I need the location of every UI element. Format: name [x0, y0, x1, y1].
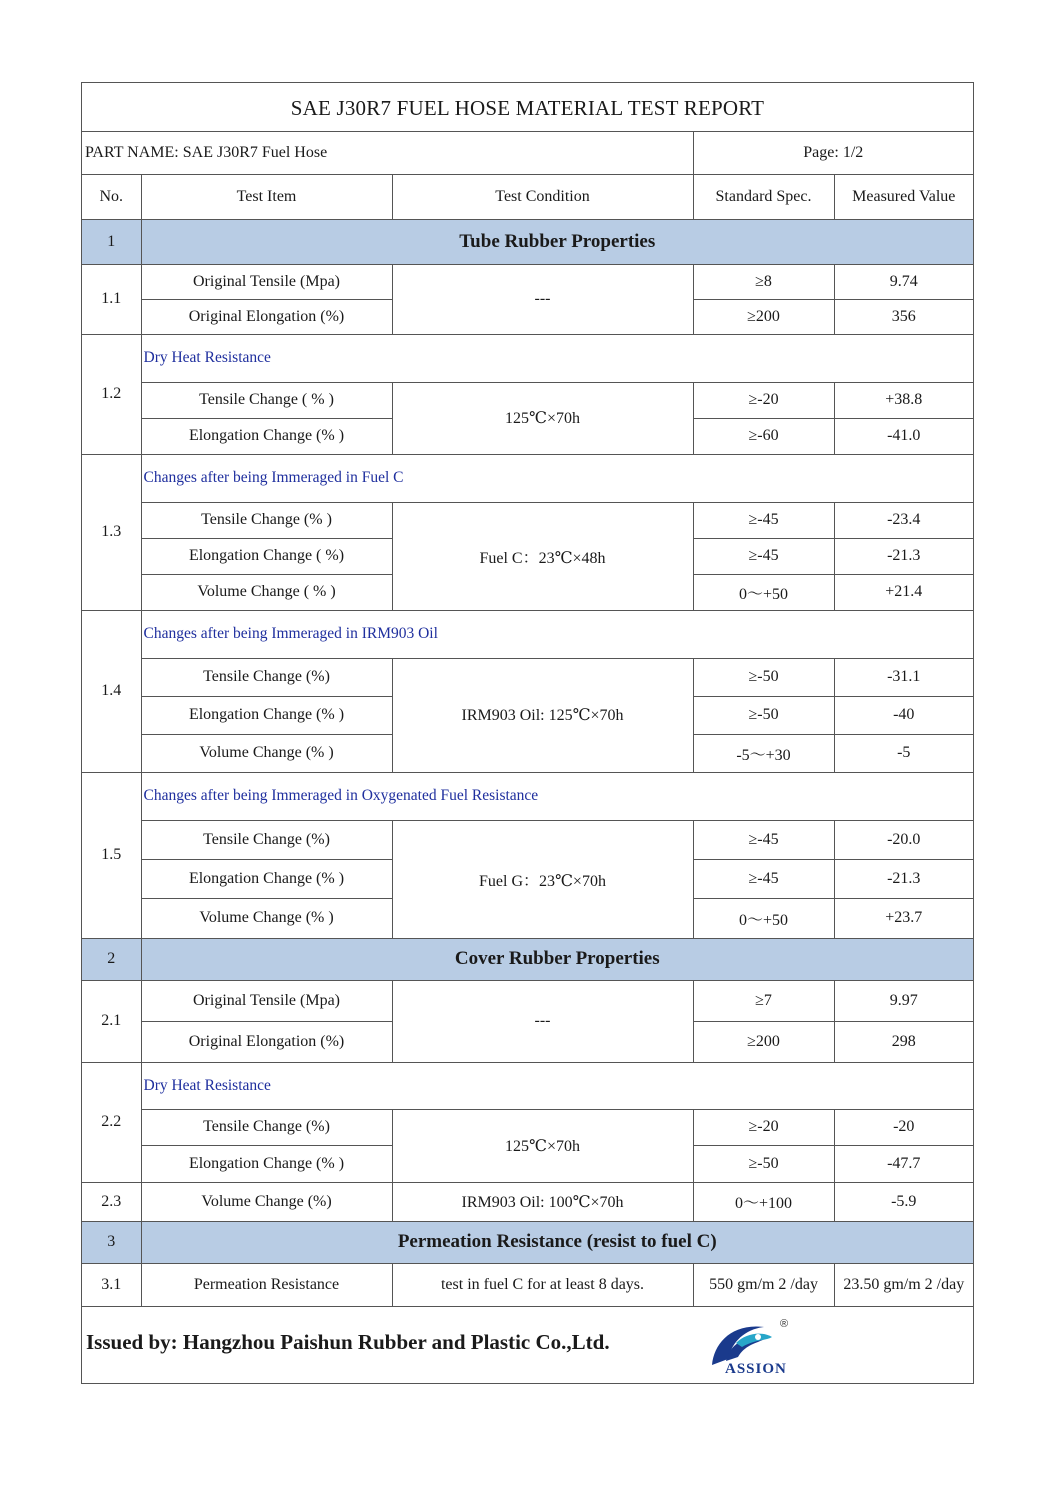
measured-value: -20.0	[834, 820, 973, 859]
table-row	[82, 1182, 973, 1221]
test-condition: ---	[392, 980, 693, 1062]
standard-spec: 550 gm/m 2 /day	[693, 1263, 834, 1306]
test-item: Tensile Change (%)	[141, 1109, 392, 1145]
section-title: Cover Rubber Properties	[141, 938, 973, 980]
measured-value: +21.4	[834, 574, 973, 610]
test-condition: Fuel G：23℃×70h	[392, 820, 693, 938]
section-no: 2	[82, 938, 141, 980]
header-standard-spec: Standard Spec.	[693, 174, 834, 219]
measured-value: -40	[834, 696, 973, 734]
group-title: Changes after being Immeraged in Fuel C	[141, 454, 973, 502]
report-title: SAE J30R7 FUEL HOSE MATERIAL TEST REPORT	[82, 83, 973, 132]
group-title-row	[82, 772, 973, 820]
standard-spec: ≥-45	[693, 502, 834, 538]
test-item: Volume Change (% )	[141, 734, 392, 772]
test-item: Elongation Change (% )	[141, 696, 392, 734]
test-table	[82, 132, 973, 1307]
test-item: Permeation Resistance	[141, 1263, 392, 1306]
group-title: Changes after being Immeraged in IRM903 Oil	[141, 610, 973, 658]
measured-value: -5.9	[834, 1182, 973, 1221]
test-condition: Fuel C：23℃×48h	[392, 502, 693, 610]
group-no: 2.1	[82, 980, 141, 1062]
section-row	[82, 219, 973, 264]
section-title: Permeation Resistance (resist to fuel C)	[141, 1221, 973, 1263]
measured-value: -23.4	[834, 502, 973, 538]
measured-value: +38.8	[834, 382, 973, 418]
test-item: Elongation Change (% )	[141, 418, 392, 454]
test-item: Elongation Change ( %)	[141, 538, 392, 574]
standard-spec: ≥-20	[693, 382, 834, 418]
standard-spec: ≥-60	[693, 418, 834, 454]
measured-value: -20	[834, 1109, 973, 1145]
group-title: Dry Heat Resistance	[141, 334, 973, 382]
header-measured-value: Measured Value	[834, 174, 973, 219]
standard-spec: ≥200	[693, 299, 834, 334]
standard-spec: ≥-45	[693, 820, 834, 859]
measured-value: -21.3	[834, 538, 973, 574]
standard-spec: ≥-50	[693, 658, 834, 696]
group-no: 1.5	[82, 772, 141, 938]
section-row	[82, 1221, 973, 1263]
group-title-row	[82, 1062, 973, 1109]
measured-value: 9.97	[834, 980, 973, 1021]
standard-spec: ≥7	[693, 980, 834, 1021]
measured-value: -47.7	[834, 1145, 973, 1182]
group-title: Dry Heat Resistance	[141, 1062, 973, 1109]
test-condition: ---	[392, 264, 693, 334]
test-item: Tensile Change (% )	[141, 502, 392, 538]
header-test-item: Test Item	[141, 174, 392, 219]
section-no: 1	[82, 219, 141, 264]
test-item: Volume Change ( % )	[141, 574, 392, 610]
standard-spec: -5～+30	[693, 734, 834, 772]
standard-spec: ≥-20	[693, 1109, 834, 1145]
table-row	[82, 658, 973, 696]
table-row	[82, 502, 973, 538]
table-row	[82, 820, 973, 859]
standard-spec: 0～+50	[693, 574, 834, 610]
group-no: 2.3	[82, 1182, 141, 1221]
header-no: No.	[82, 174, 141, 219]
standard-spec: ≥-45	[693, 538, 834, 574]
measured-value: -21.3	[834, 859, 973, 898]
group-no: 1.4	[82, 610, 141, 772]
test-item: Elongation Change (% )	[141, 1145, 392, 1182]
measured-value: -31.1	[834, 658, 973, 696]
standard-spec: ≥-50	[693, 696, 834, 734]
report-sheet	[81, 82, 974, 1384]
test-condition: IRM903 Oil: 125℃×70h	[392, 658, 693, 772]
group-title-row	[82, 454, 973, 502]
test-item: Original Tensile (Mpa)	[141, 980, 392, 1021]
test-item: Tensile Change (%)	[141, 820, 392, 859]
test-item: Original Tensile (Mpa)	[141, 264, 392, 299]
test-condition: IRM903 Oil: 100℃×70h	[392, 1182, 693, 1221]
test-condition: test in fuel C for at least 8 days.	[392, 1263, 693, 1306]
passion-logo	[702, 1313, 812, 1375]
standard-spec: ≥-45	[693, 859, 834, 898]
group-no: 1.3	[82, 454, 141, 610]
table-row	[82, 1263, 973, 1306]
passion-logo-icon	[702, 1313, 812, 1375]
table-row	[82, 264, 973, 299]
logo-wordmark: ASSION	[725, 1361, 787, 1375]
group-no: 3.1	[82, 1263, 141, 1306]
group-no: 2.2	[82, 1062, 141, 1182]
section-no: 3	[82, 1221, 141, 1263]
measured-value: 9.74	[834, 264, 973, 299]
group-title-row	[82, 334, 973, 382]
table-row	[82, 382, 973, 418]
test-item: Tensile Change (%)	[141, 658, 392, 696]
test-condition: 125℃×70h	[392, 1109, 693, 1182]
report-footer	[82, 1303, 973, 1383]
standard-spec: ≥200	[693, 1021, 834, 1062]
measured-value: +23.7	[834, 898, 973, 938]
part-row	[82, 132, 973, 174]
group-no: 1.1	[82, 264, 141, 334]
test-item: Volume Change (% )	[141, 898, 392, 938]
test-item: Tensile Change ( % )	[141, 382, 392, 418]
measured-value: -41.0	[834, 418, 973, 454]
standard-spec: ≥8	[693, 264, 834, 299]
section-title: Tube Rubber Properties	[141, 219, 973, 264]
table-row	[82, 980, 973, 1021]
test-item: Elongation Change (% )	[141, 859, 392, 898]
measured-value: 23.50 gm/m 2 /day	[834, 1263, 973, 1306]
standard-spec: 0～+50	[693, 898, 834, 938]
header-test-condition: Test Condition	[392, 174, 693, 219]
test-item: Volume Change (%)	[141, 1182, 392, 1221]
issuer-statement: Issued by: Hangzhou Paishun Rubber and Plastic Co.,Ltd.	[86, 1330, 610, 1354]
test-condition: 125℃×70h	[392, 382, 693, 454]
table-row	[82, 1109, 973, 1145]
page-number: Page: 1/2	[693, 132, 973, 174]
group-title-row	[82, 610, 973, 658]
measured-value: -5	[834, 734, 973, 772]
part-name: PART NAME: SAE J30R7 Fuel Hose	[82, 132, 693, 174]
test-item: Original Elongation (%)	[141, 299, 392, 334]
measured-value: 298	[834, 1021, 973, 1062]
registered-mark: ®	[780, 1318, 789, 1330]
header-row	[82, 174, 973, 219]
group-title: Changes after being Immeraged in Oxygenated Fuel Resistance	[141, 772, 973, 820]
standard-spec: ≥-50	[693, 1145, 834, 1182]
standard-spec: 0～+100	[693, 1182, 834, 1221]
test-item: Original Elongation (%)	[141, 1021, 392, 1062]
section-row	[82, 938, 973, 980]
group-no: 1.2	[82, 334, 141, 454]
measured-value: 356	[834, 299, 973, 334]
